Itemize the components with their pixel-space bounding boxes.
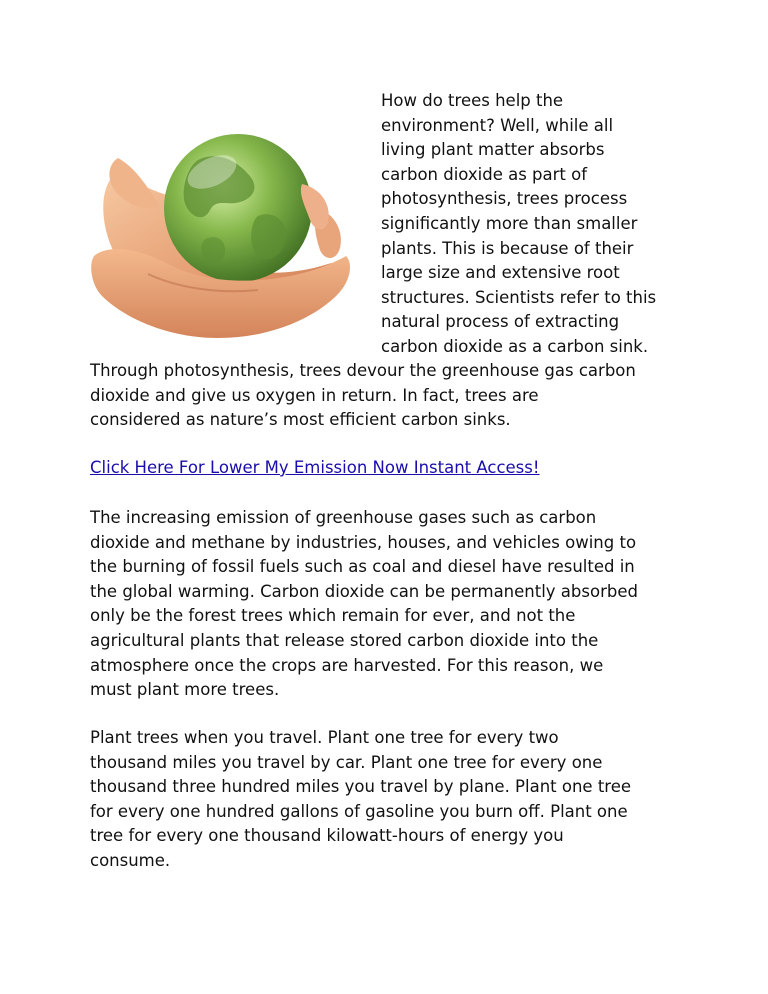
text-line: consume. — [90, 850, 171, 870]
text-line: photosynthesis, trees process — [381, 189, 628, 209]
hands-holding-globe-icon — [88, 88, 354, 346]
text-line: must plant more trees. — [90, 680, 280, 700]
text-line: for every one hundred gallons of gasoline you burn off. Plant one — [90, 801, 628, 821]
intro-paragraph-wrapped — [381, 89, 691, 360]
text-line: thousand miles you travel by car. Plant one tree for every one — [90, 752, 603, 772]
text-line: atmosphere once the crops are harvested. For this reason, we — [90, 655, 604, 675]
text-line: plants. This is because of their — [381, 238, 634, 258]
text-line: agricultural plants that release stored carbon dioxide into the — [90, 630, 599, 650]
text-line: tree for every one thousand kilowatt-hours of energy you — [90, 826, 564, 846]
text-line: thousand three hundred miles you travel by plane. Plant one tree — [90, 777, 632, 797]
text-line: the burning of fossil fuels such as coal and diesel have resulted in — [90, 557, 635, 577]
text-line: carbon dioxide as a carbon sink. — [381, 336, 649, 356]
access-link[interactable]: Click Here For Lower My Emission Now Instant Access! — [90, 458, 540, 477]
emissions-paragraph — [90, 506, 690, 703]
text-line: structures. Scientists refer to this — [381, 287, 657, 307]
text-line: only be the forest trees which remain for ever, and not the — [90, 606, 576, 626]
text-line: dioxide and give us oxygen in return. In fact, trees are — [90, 385, 539, 405]
text-line: dioxide and methane by industries, houses, and vehicles owing to — [90, 532, 637, 552]
text-line: The increasing emission of greenhouse gases such as carbon — [90, 508, 597, 527]
intro-paragraph-continued — [90, 359, 690, 433]
text-line: the global warming. Carbon dioxide can be permanently absorbed — [90, 581, 638, 601]
travel-paragraph — [90, 726, 690, 874]
text-line: living plant matter absorbs — [381, 140, 605, 160]
text-line: environment? Well, while all — [381, 115, 614, 135]
text-line: large size and extensive root — [381, 263, 620, 283]
text-line: natural process of extracting — [381, 312, 620, 332]
text-line: Plant trees when you travel. Plant one tree for every two — [90, 728, 559, 747]
text-line: carbon dioxide as part of — [381, 164, 588, 184]
cta-line — [90, 456, 690, 481]
text-line: How do trees help the — [381, 91, 564, 110]
text-line: Through photosynthesis, trees devour the greenhouse gas carbon — [90, 361, 636, 380]
text-line: considered as nature’s most efficient carbon sinks. — [90, 410, 511, 430]
text-line: significantly more than smaller — [381, 213, 638, 233]
